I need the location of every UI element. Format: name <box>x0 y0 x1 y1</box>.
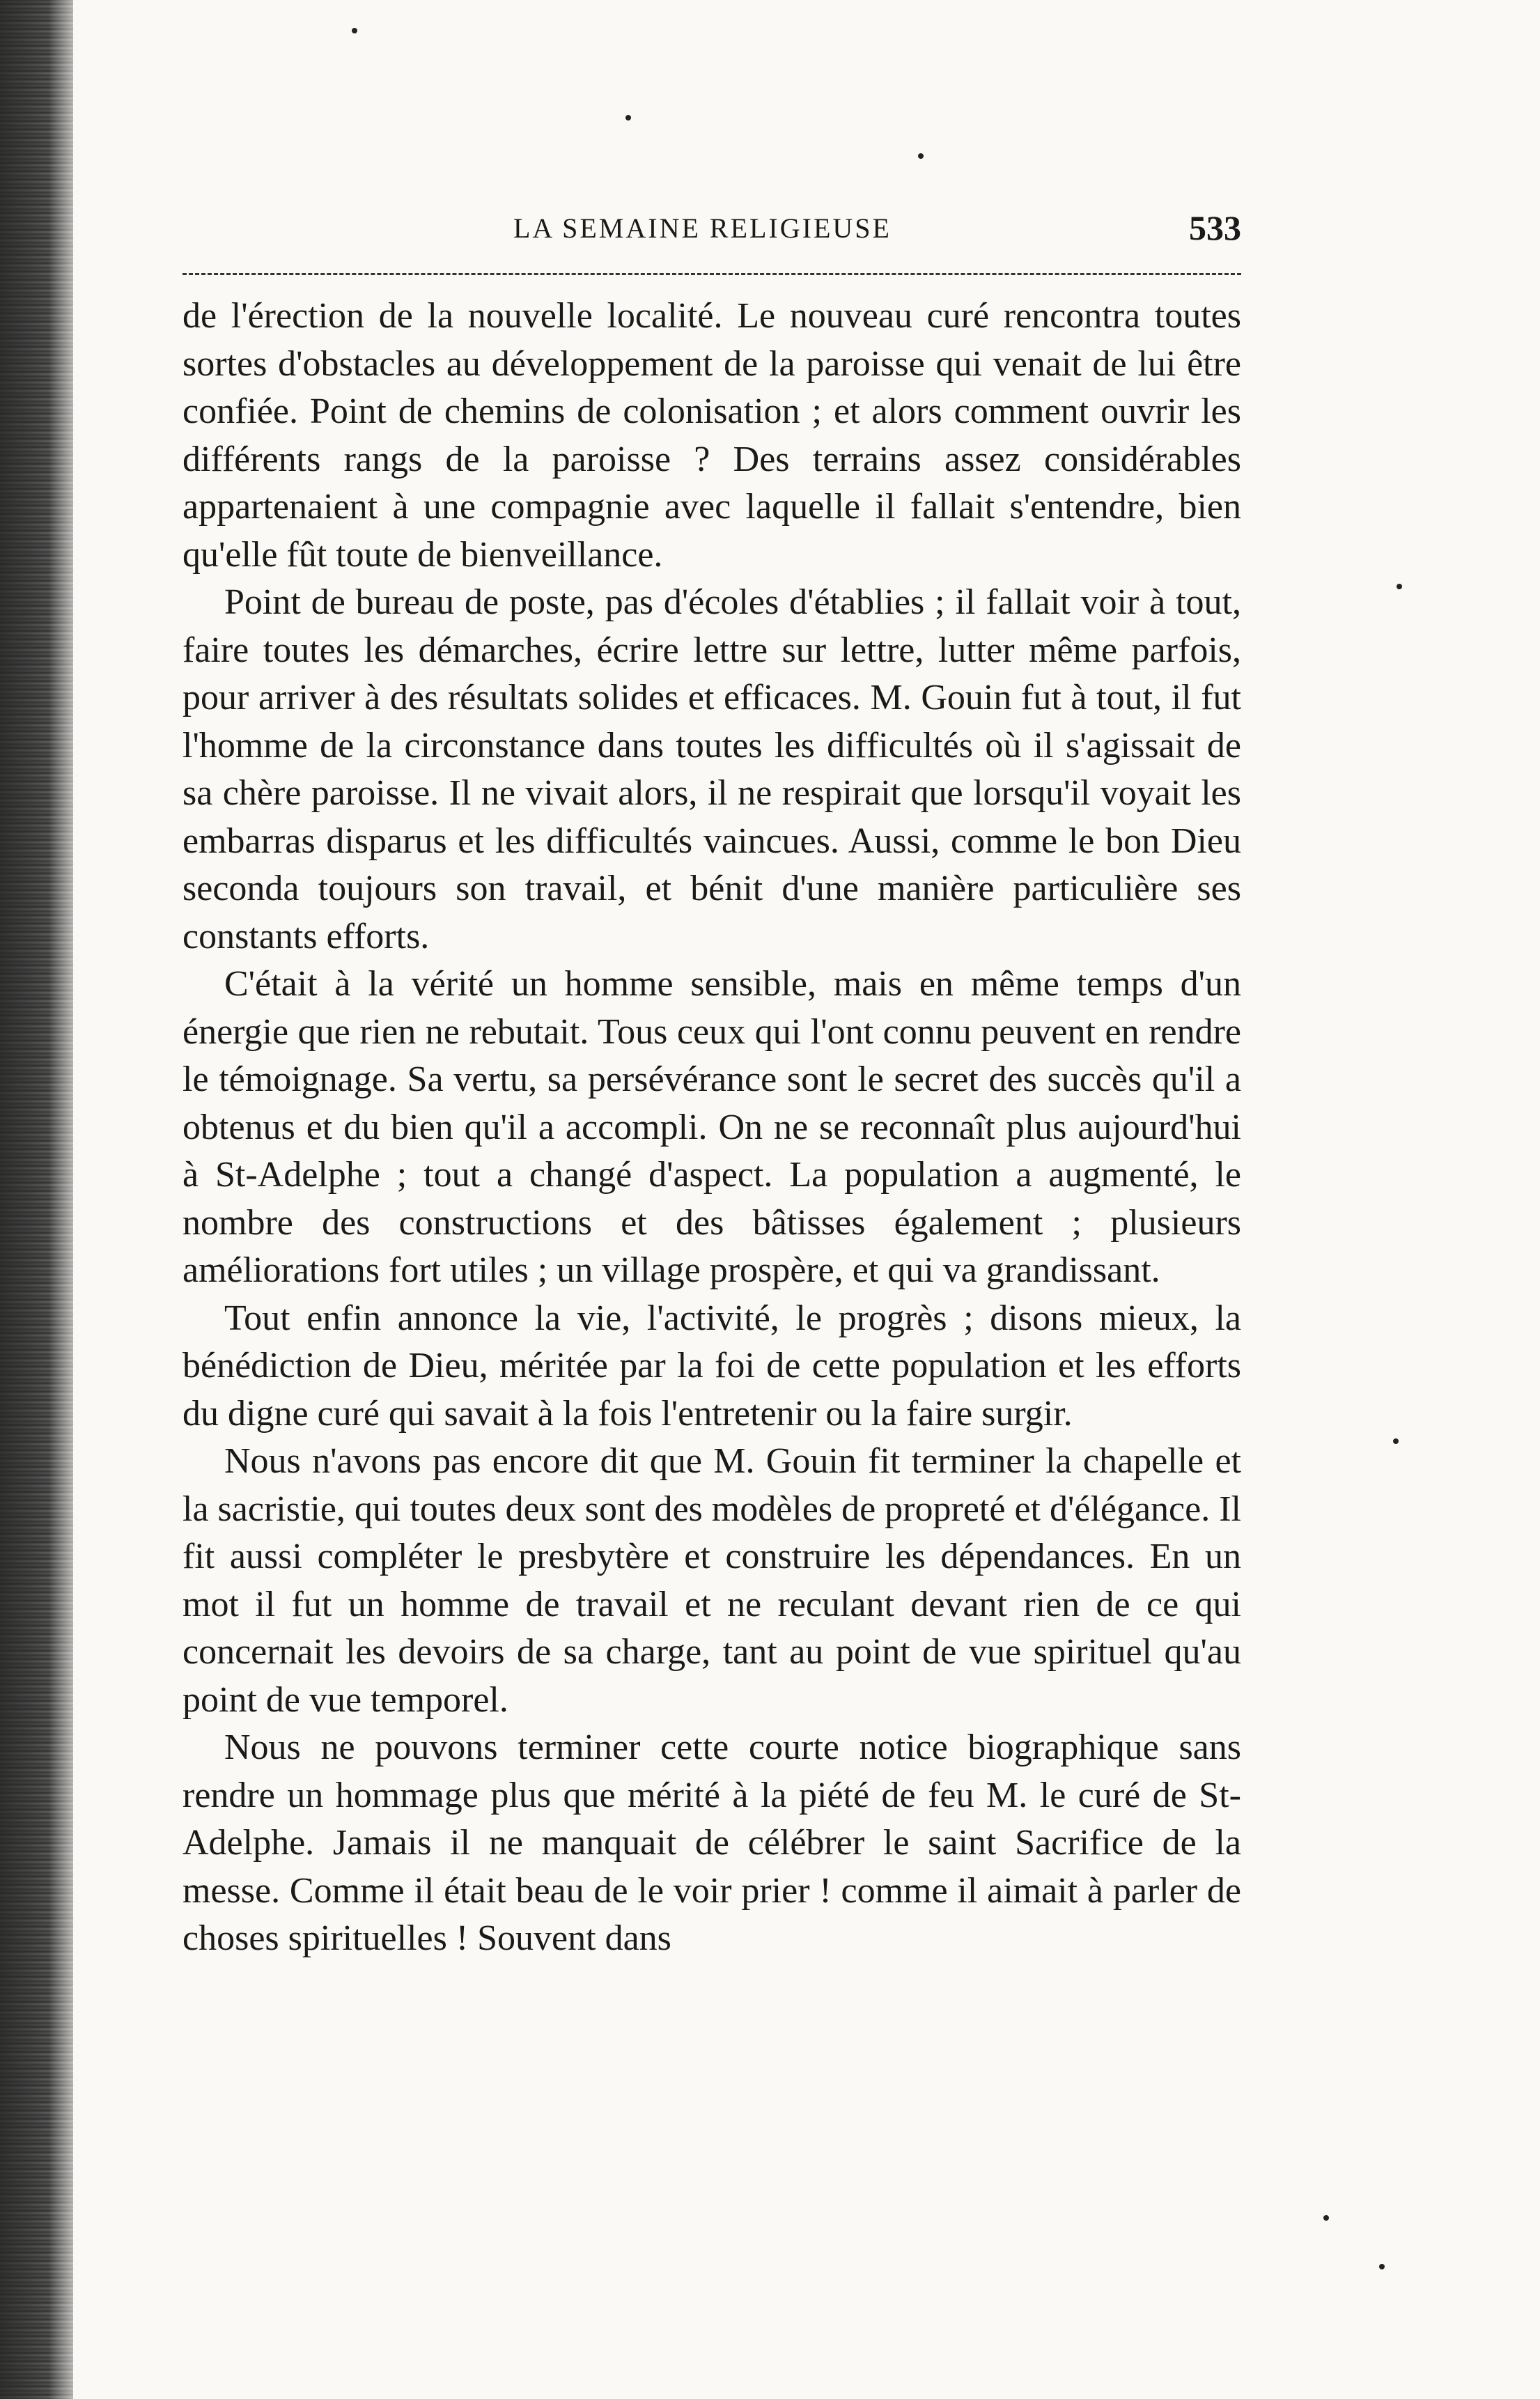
paragraph: Nous ne pouvons terminer cette courte notice biographique sans rendre un hommage plus que mérité à la piété de feu M. le curé de St-Adelphe. Jamais il ne manquait de célébrer le saint Sacrifice de la messe. Comme il était beau de le voir prier ! comme il aimait à parler de choses spirituelles ! Souvent dans <box>182 1728 1241 1958</box>
paragraph: C'était à la vérité un homme sensible, mais en même temps d'un énergie que rien ne rebutait. Tous ceux qui l'ont connu peuvent en rendre le témoignage. Sa vertu, sa persévérance sont le secret des succès qu'il a obtenus et du bien qu'il a accompli. On ne se reconnaît plus aujourd'hui à St-Adelphe ; tout a changé d'aspect. La population a augmenté, le nombre des constructions et des bâtisses également ; plusieurs améliorations fort utiles ; un village prospère, et qui va grandissant. <box>182 964 1241 1290</box>
paragraph: Tout enfin annonce la vie, l'activité, le progrès ; disons mieux, la bénédiction de Dieu, méritée par la foi de cette population et les efforts du digne curé qui savait à la fois l'entretenir ou la faire surgir. <box>182 1298 1241 1434</box>
page-number: 533 <box>1189 208 1241 247</box>
paragraph: de l'érection de la nouvelle localité. Le nouveau curé rencontra toutes sortes d'obstacles au développement de la paroisse qui venait de lui être confiée. Point de chemins de colonisation ; et alors comment ouvrir les différents rangs de la paroisse ? Des terrains assez considérables appartenaient à une compagnie avec laquelle il fallait s'entendre, bien qu'elle fût toute de bienveillance. <box>182 296 1241 575</box>
ink-speck <box>1323 2215 1329 2221</box>
ink-speck <box>1397 584 1402 589</box>
spine-shadow <box>49 0 91 2399</box>
ink-speck <box>1393 1438 1399 1444</box>
body-text <box>182 293 1241 1963</box>
ink-speck <box>352 28 357 33</box>
page-header <box>182 209 1241 251</box>
running-title: LA SEMAINE RELIGIEUSE <box>513 212 892 244</box>
ink-speck <box>1379 2264 1385 2269</box>
ink-speck <box>625 115 631 121</box>
ink-speck <box>918 153 924 159</box>
paragraph: Nous n'avons pas encore dit que M. Gouin fit terminer la chapelle et la sacristie, qui toutes deux sont des modèles de propreté et d'élégance. Il fit aussi compléter le presbytère et construire les dépendances. En un mot il fut un homme de travail et ne reculant devant rien de ce qui concernait les devoirs de sa charge, tant au point de vue spirituel qu'au point de vue temporel. <box>182 1441 1241 1720</box>
header-rule <box>182 273 1241 275</box>
paragraph: Point de bureau de poste, pas d'écoles d'établies ; il fallait voir à tout, faire toutes les démarches, écrire lettre sur lettre, lutter même parfois, pour arriver à des résultats solides et efficaces. M. Gouin fut à tout, il fut l'homme de la circonstance dans toutes les difficultés où il s'agissait de sa chère paroisse. Il ne vivait alors, il ne respirait que lorsqu'il voyait les embarras disparus et les difficultés vaincues. Aussi, comme le bon Dieu seconda toujours son travail, et bénit d'une manière particulière ses constants efforts. <box>182 582 1241 956</box>
